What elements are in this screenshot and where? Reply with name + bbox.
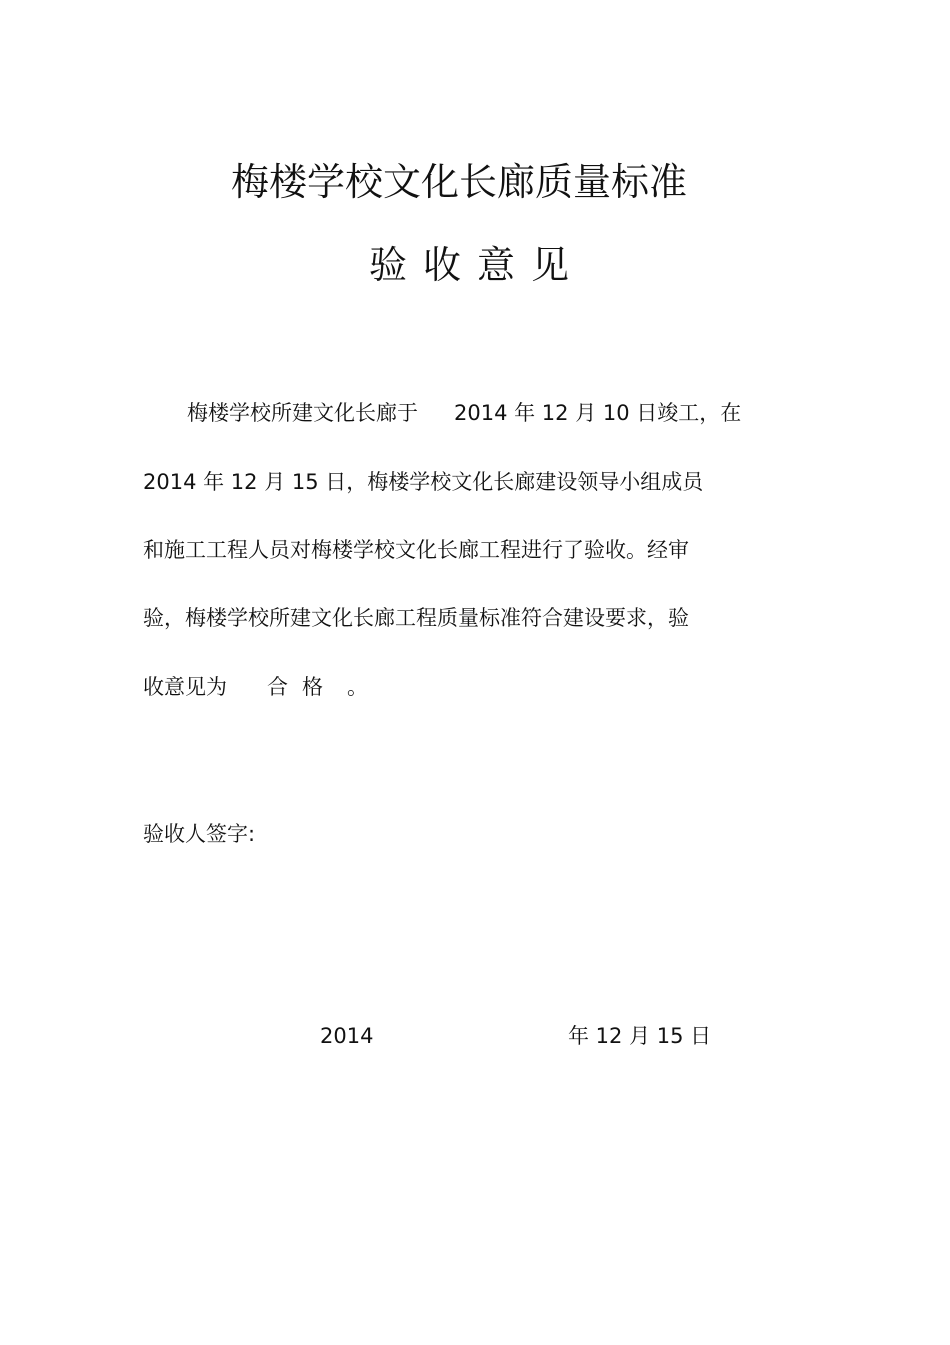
- subtitle-char-3: 意: [477, 242, 516, 287]
- body-line-1: [187, 398, 741, 428]
- subtitle-char-4: 见: [531, 242, 570, 287]
- body-line-2: 2014 年 12 月 15 日，梅楼学校文化长廊建设领导小组成员: [143, 470, 704, 494]
- body-line-5-text: 收意见为: [143, 675, 227, 699]
- body-line-5-end: 。: [347, 675, 368, 699]
- body-line-3: 和施工工程人员对梅楼学校文化长廊工程进行了验收。经审: [143, 538, 689, 562]
- signature-label: 验收人签字:: [143, 822, 256, 846]
- body-line-5: [143, 672, 368, 702]
- document-title: 梅楼学校文化长廊质量标准: [230, 160, 687, 205]
- subtitle-char-1: 验: [368, 242, 407, 287]
- subtitle-char-2: 收: [422, 242, 461, 287]
- acceptance-result: 合格: [267, 675, 337, 699]
- body-line-4: 验，梅楼学校所建文化长廊工程质量标准符合建设要求，验: [143, 606, 689, 630]
- body-line-1-text: 梅楼学校所建文化长廊于: [187, 401, 418, 425]
- date-month-day: 年 12 月 15 日: [568, 1024, 712, 1048]
- document-subtitle: [0, 242, 944, 288]
- date-year: 2014: [320, 1024, 374, 1048]
- body-line-1-date: 2014 年 12 月 10 日竣工，在: [454, 401, 742, 425]
